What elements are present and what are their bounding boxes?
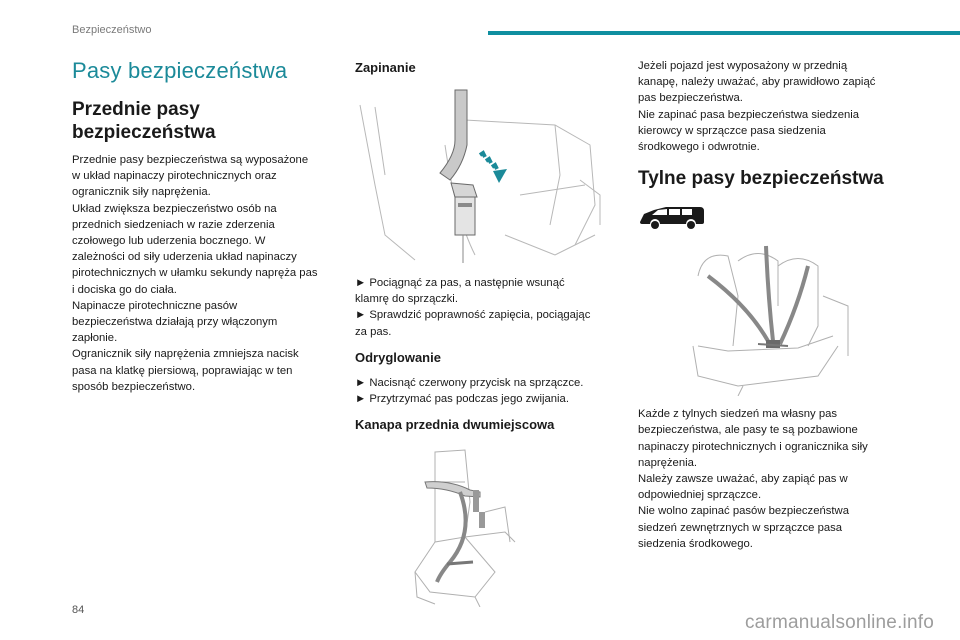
paragraph-front-bench: Jeżeli pojazd jest wyposażony w przednią kanapę, należy uważać, aby prawidłowo zapiąć pas bezpieczeństwa. Nie zapinać pasa bezpieczeństwa siedzenia kierowcy w sprzączce pasa siedzenia środkowego i odwrotnie. bbox=[638, 60, 876, 154]
paragraph-rear-belts: Każde z tylnych siedzeń ma własny pas bezpieczeństwa, ale pasy te są pozbawione napinaczy pirotechnicznych i ogranicznika siły naprężenia. Należy zawsze uważać, aby zapiąć pas w odpowiedniej sprzączce. Nie wolno zapinać pasów bezpieczeństwa siedzeń zewnętrznych w sprzączce pasa siedzenia środkowego. bbox=[638, 408, 868, 550]
paragraph: Napinacze pirotechniczne pasów bezpieczeństwa działają przy włączonym zapłonie. bbox=[72, 299, 278, 345]
breadcrumb: Bezpieczeństwo bbox=[72, 24, 152, 36]
rear-seat-belts-illustration bbox=[638, 236, 893, 396]
heading-unlocking: Odryglowanie bbox=[355, 349, 441, 365]
instruction-step: ► Pociągnąć za pas, a następnie wsunąć klamrę do sprzączki. bbox=[355, 277, 565, 306]
heading-front-bench: Kanapa przednia dwumiejscowa bbox=[355, 417, 555, 433]
watermark: carmanualsonline.info bbox=[744, 612, 934, 633]
page-title: Pasy bezpieczeństwa bbox=[72, 58, 288, 83]
column-front-belts bbox=[72, 50, 340, 395]
section-title-front-belts: Przednie pasy bezpieczeństwa bbox=[72, 99, 216, 143]
instruction-step: ► Sprawdzić poprawność zapięcia, pociągając za pas. bbox=[355, 309, 591, 338]
heading-fastening: Zapinanie bbox=[355, 60, 416, 75]
instruction-step: ► Przytrzymać pas podczas jego zwijania. bbox=[355, 393, 569, 406]
paragraph: Układ zwiększa bezpieczeństwo osób na przednich siedzeniach w razie zderzenia czołowego lub uderzenia bocznego. W zależności od siły uderzenia układ napinaczy pirotechnicznych w ułamku sekundy napręża pas i dociska go do ciała. bbox=[72, 202, 318, 296]
vehicle-silhouette-icon bbox=[638, 204, 708, 230]
paragraph: Ogranicznik siły naprężenia zmniejsza nacisk pasa na klatkę piersiową, poprawiając w ten sposób bezpieczeństwo. bbox=[72, 348, 299, 393]
front-bench-seat-illustration bbox=[355, 442, 610, 607]
section-title-rear-belts: Tylne pasy bezpieczeństwa bbox=[638, 168, 884, 190]
column-fastening bbox=[355, 50, 610, 607]
header-accent-rule bbox=[488, 31, 960, 35]
paragraph: Przednie pasy bezpieczeństwa są wyposażone w układ napinaczy pirotechnicznych oraz ogranicznik siły naprężenia. bbox=[72, 154, 309, 199]
instruction-step: ► Nacisnąć czerwony przycisk na sprzączce. bbox=[355, 376, 584, 389]
seatbelt-fastening-illustration bbox=[355, 85, 610, 265]
page-number: 84 bbox=[72, 604, 85, 616]
column-rear-belts bbox=[638, 50, 908, 552]
